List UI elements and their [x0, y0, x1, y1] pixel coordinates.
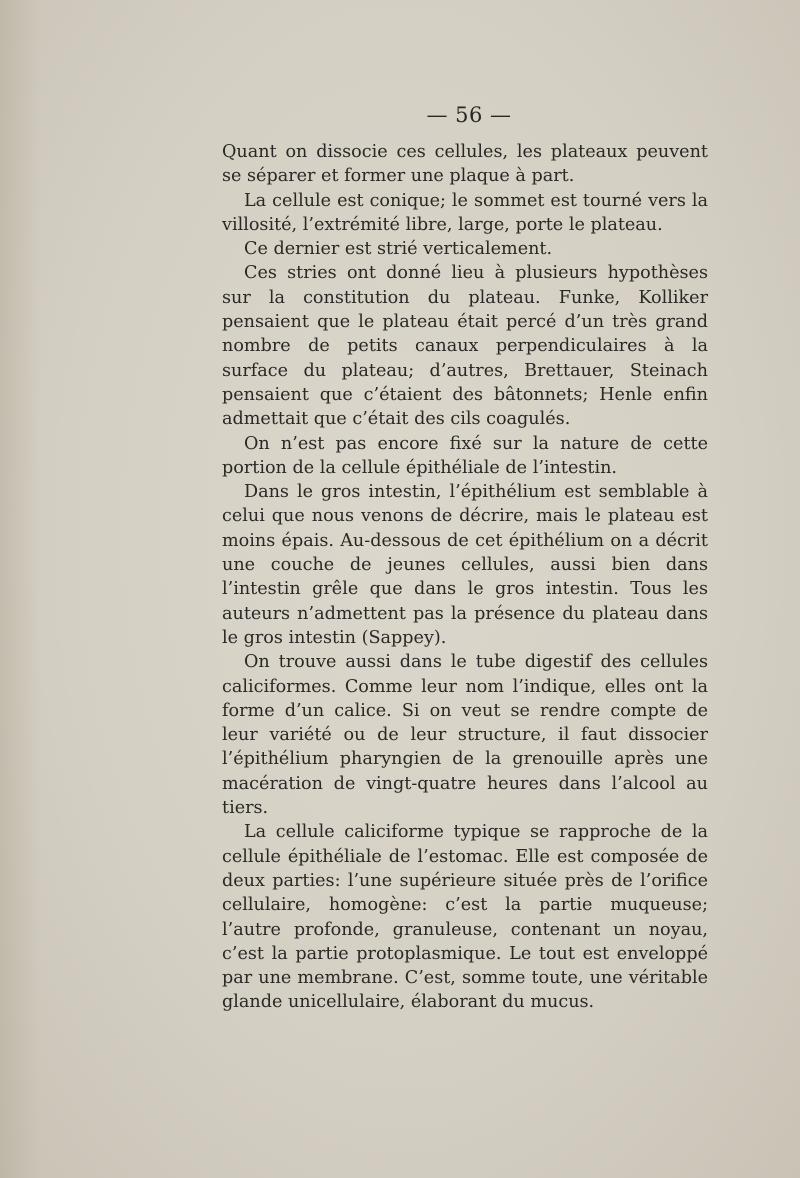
paragraph-1: Quant on dissocie ces cellules, les plateaux peuvent se séparer et former une plaque à part.: [222, 142, 708, 187]
paragraph-6: Dans le gros intestin, l’épithélium est semblable à celui que nous venons de décrire, mais le plateau est moins épais. Au-dessous de cet épithélium on a décrit une couche de jeunes cellules, aussi bien dans l’intestin grêle que dans le gros intestin. Tous les auteurs n’admettent pas la présence du plateau dans le gros intestin (Sappey).: [222, 482, 708, 648]
text-block: [222, 100, 708, 1015]
paragraph-5: On n’est pas encore fixé sur la nature de cette portion de la cellule épithéliale de l’intestin.: [222, 433, 708, 478]
page-edge-shadow: [0, 0, 40, 1178]
paragraph-3: Ce dernier est strié verticalement.: [244, 239, 553, 260]
paragraph-2: La cellule est conique; le sommet est tourné vers la villosité, l’extrémité libre, large, porte le plateau.: [222, 190, 708, 235]
paragraph-4: Ces stries ont donné lieu à plusieurs hypothèses sur la constitution du plateau. Funke, Kolliker pensaient que le plateau était percé d’un très grand nombre de petits canaux perpendiculaires à la surface du plateau; d’autres, Brettauer, Steinach pensaient que c’étaient des bâtonnets; Henle enfin admettait que c’était des cils coagulés.: [222, 263, 708, 430]
page-number: — 56 —: [426, 103, 512, 127]
paragraph-7: On trouve aussi dans le tube digestif des cellules caliciformes. Comme leur nom l’indique, elles ont la forme d’un calice. Si on veut se rendre compte de leur variété ou de leur structure, il faut dissocier l’épithélium pharyngien de la grenouille après une macération de vingt-quatre heures dans l’alcool au tiers.: [222, 652, 708, 819]
paragraph-8: La cellule caliciforme typique se rapproche de la cellule épithéliale de l’estomac. Elle est composée de deux parties: l’une supérieure située près de l’orifice cellulaire, homogène: c’est la partie muqueuse; l’autre profonde, granuleuse, contenant un noyau, c’est la partie protoplasmique. Le tout est enveloppé par une membrane. C’est, somme toute, une véritable glande unicellulaire, élaborant du mucus.: [222, 822, 708, 1013]
